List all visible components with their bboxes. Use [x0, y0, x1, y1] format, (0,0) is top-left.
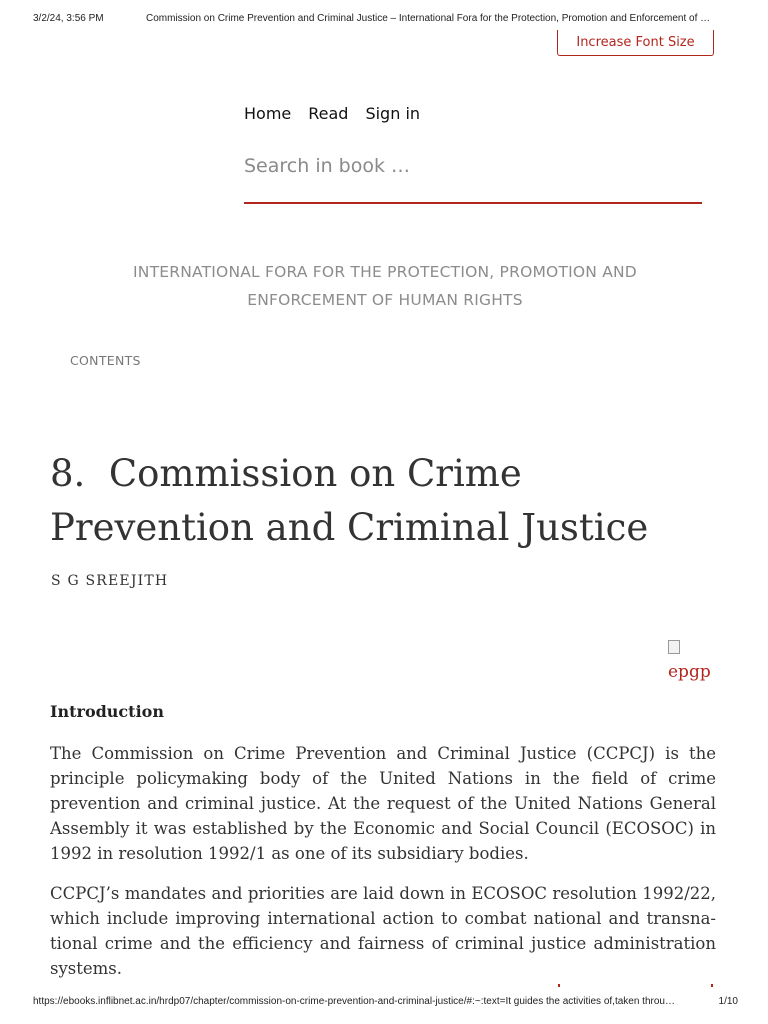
print-page-number: 1/10: [718, 996, 738, 1007]
main-nav: [244, 104, 420, 123]
book-title[interactable]: [60, 258, 710, 314]
print-datetime: 3/2/24, 3:56 PM: [33, 13, 104, 24]
chapter-title: [50, 447, 730, 555]
paragraph: CCPCJ’s mandates and priorities are laid down in ECOSOC resolution 1992/22, which include improving international action to combat national and transnational crime and the efficiency and fairness of criminal justice administration systems.: [50, 884, 716, 978]
nav-sign-in-link[interactable]: Sign in: [365, 104, 421, 123]
book-title-line: INTERNATIONAL FORA FOR THE PROTECTION, PROMOTION AND: [133, 263, 637, 281]
contents-link[interactable]: CONTENTS: [70, 353, 141, 368]
broken-image-icon: [668, 640, 680, 654]
chapter-content: [50, 702, 716, 996]
paragraph: The Commission on Crime Prevention and Criminal Justice (CCPCJ) is the principle policymaking body of the United Nations in the field of crime prevention and criminal justice. At the request of the United Nations General Assembly it was established by the Economic and Social Council (ECOSOC) in 1992 in resolution 1992/1 as one of its subsidiary bodies.: [50, 744, 716, 863]
nav-read-link[interactable]: Read: [308, 104, 349, 123]
chapter-title-line: Prevention and Criminal Justice: [50, 506, 649, 549]
chapter-author: S G SREEJITH: [51, 573, 169, 589]
epgp-image-alt: epgp: [668, 662, 711, 682]
search-box: [244, 146, 702, 204]
chapter-title-line: 8. Commission on Crime: [50, 452, 522, 495]
print-doc-title: Commission on Crime Prevention and Criminal Justice – International Fora for the Protection, Promotion and Enforcement of …: [146, 13, 711, 24]
increase-font-size-button[interactable]: Increase Font Size: [557, 30, 714, 56]
search-input[interactable]: [244, 146, 702, 186]
section-heading: Introduction: [50, 702, 164, 721]
nav-home-link[interactable]: Home: [244, 104, 292, 123]
book-title-line: ENFORCEMENT OF HUMAN RIGHTS: [247, 291, 523, 309]
print-url: https://ebooks.inflibnet.ac.in/hrdp07/chapter/commission-on-crime-prevention-and-criminal-justice/#:~:text=It guides the activities of,taken throu…: [33, 996, 675, 1007]
epgp-logo-image: [668, 636, 718, 684]
clipped-content-marks: [556, 984, 716, 988]
